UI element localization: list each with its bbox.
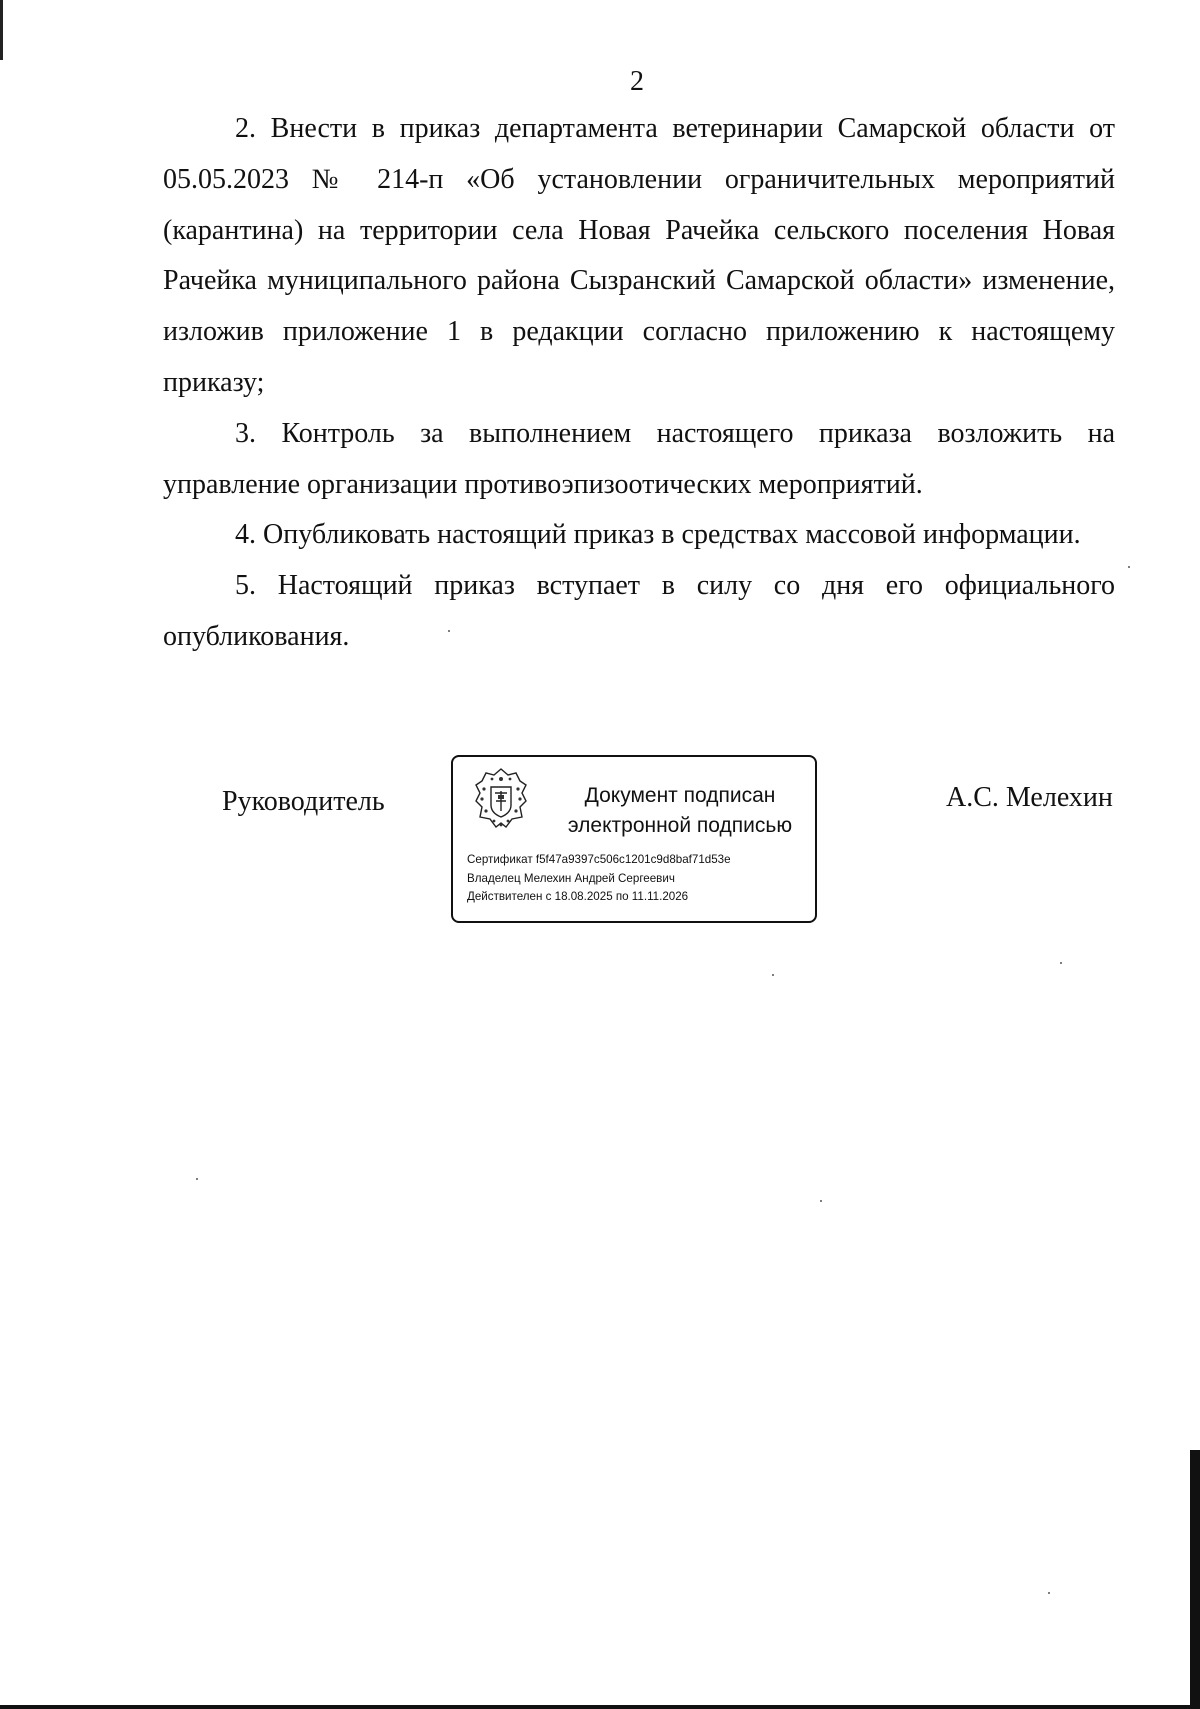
page-number: 2 — [630, 66, 644, 97]
stamp-details — [467, 851, 731, 907]
stamp-owner: Владелец Мелехин Андрей Сергеевич — [467, 871, 675, 885]
paragraph-item-3: 3. Контроль за выполнением настоящего приказа возложить на управление организации противоэпизоотических мероприятий. — [163, 417, 1115, 500]
scan-speck — [196, 1178, 198, 1180]
scan-speck — [772, 974, 774, 976]
paragraph-item-2: 2. Внести в приказ департамента ветеринарии Самарской области от 05.05.2023 № 214-п «Об установлении ограничительных мероприятий (карантина) на территории села Новая Рачейка сельского поселения Новая Рачейка муниципального района Сызранский Самарской области» изменение, изложив приложение 1 в редакции согласно приложению к настоящему приказу; — [163, 113, 1115, 398]
scan-edge-bottom — [0, 1705, 1200, 1709]
scan-edge-right — [1190, 1450, 1200, 1709]
document-body — [163, 104, 1115, 663]
scan-speck — [448, 630, 450, 632]
stamp-certificate: Сертификат f5f47a9397c506c1201c9d8baf71d53e — [467, 853, 731, 866]
signer-name: А.С. Мелехин — [946, 782, 1113, 813]
stamp-heading-line2: электронной подписью — [567, 814, 793, 837]
paragraph-item-4: 4. Опубликовать настоящий приказ в средствах массовой информации. — [235, 519, 1081, 551]
stamp-validity: Действителен с 18.08.2025 по 11.11.2026 — [467, 890, 689, 903]
scan-speck — [1048, 1592, 1050, 1594]
coat-of-arms-icon — [470, 765, 532, 831]
signer-position: Руководитель — [222, 786, 385, 817]
scan-speck — [820, 1200, 822, 1202]
stamp-heading-line1: Документ подписан — [584, 784, 776, 807]
scan-edge-left — [0, 0, 3, 60]
scan-speck — [1060, 962, 1062, 964]
stamp-heading — [549, 781, 811, 841]
paragraph-item-5: 5. Настоящий приказ вступает в силу со дня его официального опубликования. — [163, 570, 1115, 652]
scan-speck — [1128, 566, 1130, 568]
electronic-signature-stamp — [451, 755, 817, 923]
